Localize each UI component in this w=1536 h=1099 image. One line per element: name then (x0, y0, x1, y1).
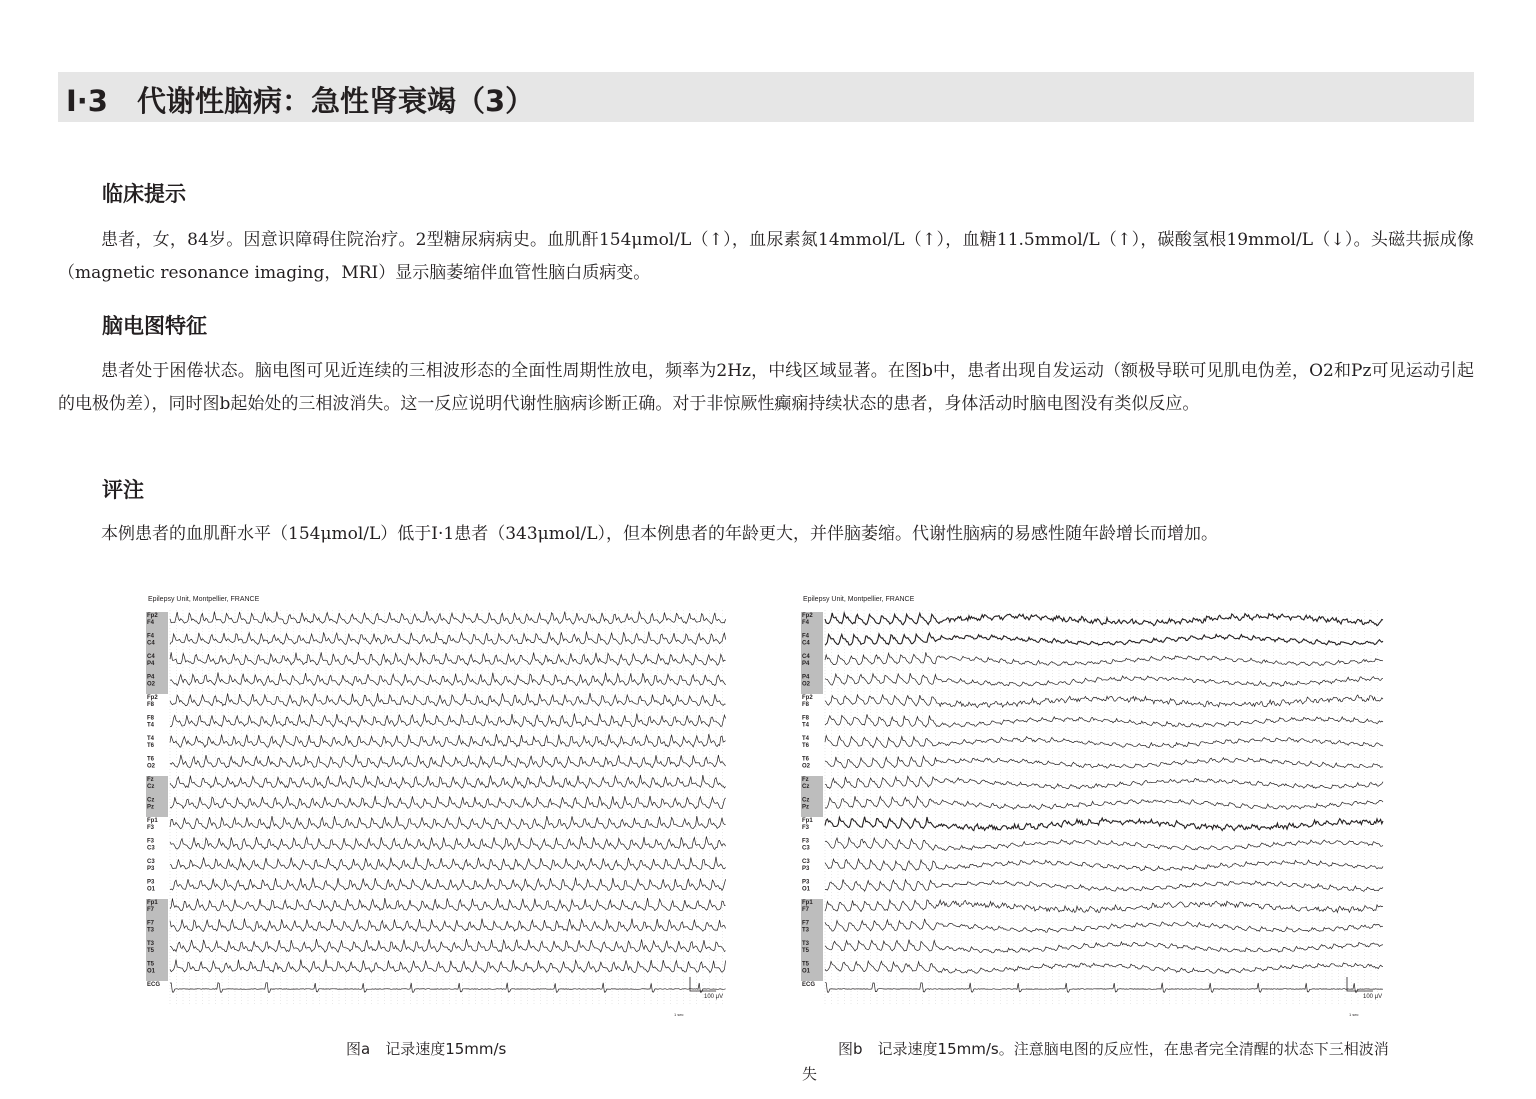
channel-label: T4 (147, 722, 155, 729)
figure-b-header: Epilepsy Unit, Montpellier, FRANCE (803, 596, 915, 603)
channel-label: F7 (147, 907, 155, 913)
channel-label: Cz (147, 797, 155, 804)
eeg-channel-trace (825, 983, 1383, 993)
eeg-channel-trace (170, 713, 726, 726)
channel-label: T5 (147, 961, 155, 968)
heading-eeg: 脑电图特征 (102, 314, 207, 338)
channel-label: Cz (802, 784, 810, 790)
channel-label: P4 (802, 674, 810, 681)
channel-label: C4 (802, 640, 810, 647)
channel-label: P4 (802, 661, 810, 667)
channel-label: P3 (147, 879, 155, 886)
channel-label: O1 (147, 886, 156, 893)
channel-label: T4 (802, 722, 810, 729)
channel-label: Fz (147, 777, 154, 783)
eeg-channel-trace (825, 695, 1383, 708)
eeg-figure-b (801, 596, 1387, 1020)
channel-label: T3 (802, 927, 810, 934)
channel-label: P4 (147, 661, 155, 667)
channel-label: O1 (802, 968, 811, 975)
channel-label: F4 (147, 633, 155, 640)
channel-label: F3 (802, 825, 810, 831)
channel-label: Fp1 (802, 818, 813, 824)
caption-b: 图b 记录速度15mm/s。注意脑电图的反应性，在患者完全清醒的状态下三相波消失 (802, 1040, 1389, 1083)
eeg-channel-trace (170, 898, 726, 911)
channel-label: C3 (802, 859, 810, 865)
channel-label: P3 (802, 866, 810, 872)
channel-label: Fp2 (147, 613, 158, 619)
channel-label: P3 (147, 866, 155, 872)
channel-label: Cz (802, 797, 810, 804)
channel-label: F3 (802, 838, 810, 845)
caption-a: 图a 记录速度15mm/s (346, 1040, 507, 1058)
eeg-figure-a (146, 596, 730, 1020)
eeg-channel-trace (170, 672, 726, 685)
channel-label: T4 (147, 736, 155, 742)
channel-label: C3 (147, 845, 155, 852)
eeg-channel-trace (170, 983, 726, 993)
channel-label: F7 (802, 920, 810, 927)
channel-label: P4 (147, 674, 155, 681)
channel-label: C4 (802, 654, 810, 660)
figure-a-sec: 1 sec (674, 1012, 684, 1017)
channel-label: T3 (802, 941, 810, 947)
channel-label: Fp2 (147, 695, 158, 701)
eeg-channel-trace (170, 857, 726, 870)
channel-label: C4 (147, 654, 155, 660)
channel-label: Pz (147, 804, 155, 811)
eeg-channel-trace (170, 796, 726, 809)
channel-label: T6 (147, 756, 155, 763)
channel-label: Fp2 (802, 695, 813, 701)
eeg-channel-trace (170, 734, 726, 747)
channel-label: O2 (802, 681, 811, 688)
channel-label: T5 (147, 948, 155, 954)
section-title-bar (58, 72, 1474, 122)
channel-label: F8 (802, 715, 810, 722)
channel-label: Fp2 (802, 613, 813, 619)
channel-label: O1 (147, 968, 156, 975)
channel-label: T6 (802, 743, 810, 749)
channel-label: T4 (802, 736, 810, 742)
channel-label: T5 (802, 948, 810, 954)
channel-label: O2 (802, 763, 811, 770)
channel-label: T3 (147, 927, 155, 934)
channel-label: Fp1 (147, 818, 158, 824)
eeg-channel-trace (170, 632, 726, 645)
eeg-channel-trace (170, 755, 726, 768)
figure-a-scale: 100 μV (704, 994, 724, 1000)
paragraph-comment: 本例患者的血肌酐水平（154μmol/L）低于Ⅰ·1患者（343μmol/L），但本例患者的年龄更大，并伴脑萎缩。代谢性脑病的易感性随年龄增长而增加。 (101, 524, 1219, 544)
channel-label: T6 (147, 743, 155, 749)
paragraph-clinical: 患者，女，84岁。因意识障碍住院治疗。2型糖尿病病史。血肌酐154μmol/L（↑），血尿素氮14mmol/L（↑），血糖11.5mmol/L（↑），碳酸氢根19mmol/L（↓）。头磁共振成像（magnetic resonance imaging，MRI）显示脑萎缩伴血管性脑白质病变。 (58, 230, 1474, 283)
figure-b-scale: 100 μV (1363, 994, 1383, 1000)
channel-label: C3 (147, 859, 155, 865)
eeg-channel-trace (170, 693, 726, 706)
eeg-channel-trace (170, 816, 726, 829)
channel-label: F7 (802, 907, 810, 913)
heading-comment: 评注 (102, 478, 144, 502)
channel-label: F4 (802, 633, 810, 640)
eeg-channel-trace (170, 652, 726, 665)
eeg-channel-trace (170, 878, 726, 891)
channel-label: T3 (147, 941, 155, 947)
paragraph-eeg: 患者处于困倦状态。脑电图可见近连续的三相波形态的全面性周期性放电，频率为2Hz，中线区域显著。在图b中，患者出现自发运动（额极导联可见肌电伪差，O2和Pz可见运动引起的电极伪差），同时图b起始处的三相波消失。这一反应说明代谢性脑病诊断正确。对于非惊厥性癫痫持续状态的患者，身体活动时脑电图没有类似反应。 (58, 361, 1474, 414)
channel-label: F8 (147, 715, 155, 722)
channel-label: O2 (147, 763, 156, 770)
eeg-channel-trace (170, 611, 726, 624)
channel-label: F7 (147, 920, 155, 927)
channel-label: T6 (802, 756, 810, 763)
eeg-trace-b (801, 606, 1387, 1020)
channel-label: F4 (802, 620, 810, 626)
channel-label: F8 (802, 702, 810, 708)
eeg-trace-a (146, 606, 730, 1020)
channel-label: F8 (147, 702, 155, 708)
channel-label: O2 (147, 681, 156, 688)
channel-label: C4 (147, 640, 155, 647)
channel-label: Fz (802, 777, 809, 783)
channel-label: F3 (147, 838, 155, 845)
eeg-channel-trace (825, 714, 1383, 727)
channel-label: Cz (147, 784, 155, 790)
heading-clinical: 临床提示 (102, 182, 186, 206)
eeg-channel-trace (170, 939, 726, 952)
figure-a-header: Epilepsy Unit, Montpellier, FRANCE (148, 596, 260, 603)
figure-b-sec: 1 sec (1349, 1012, 1359, 1017)
channel-label: P3 (802, 879, 810, 886)
channel-label: Pz (802, 804, 810, 811)
channel-label: Fp1 (802, 900, 813, 906)
channel-label: C3 (802, 845, 810, 852)
eeg-channel-trace (170, 775, 726, 788)
channel-label: Fp1 (147, 900, 158, 906)
channel-label: T5 (802, 961, 810, 968)
eeg-channel-trace (170, 960, 726, 973)
channel-label: F4 (147, 620, 155, 626)
channel-label: ECG (147, 982, 161, 988)
channel-label: O1 (802, 886, 811, 893)
page-title: Ⅰ·3 代谢性脑病：急性肾衰竭（3） (66, 84, 535, 118)
channel-label: ECG (802, 982, 816, 988)
eeg-channel-trace (170, 919, 726, 932)
eeg-channel-trace (170, 836, 726, 849)
channel-label: F3 (147, 825, 155, 831)
